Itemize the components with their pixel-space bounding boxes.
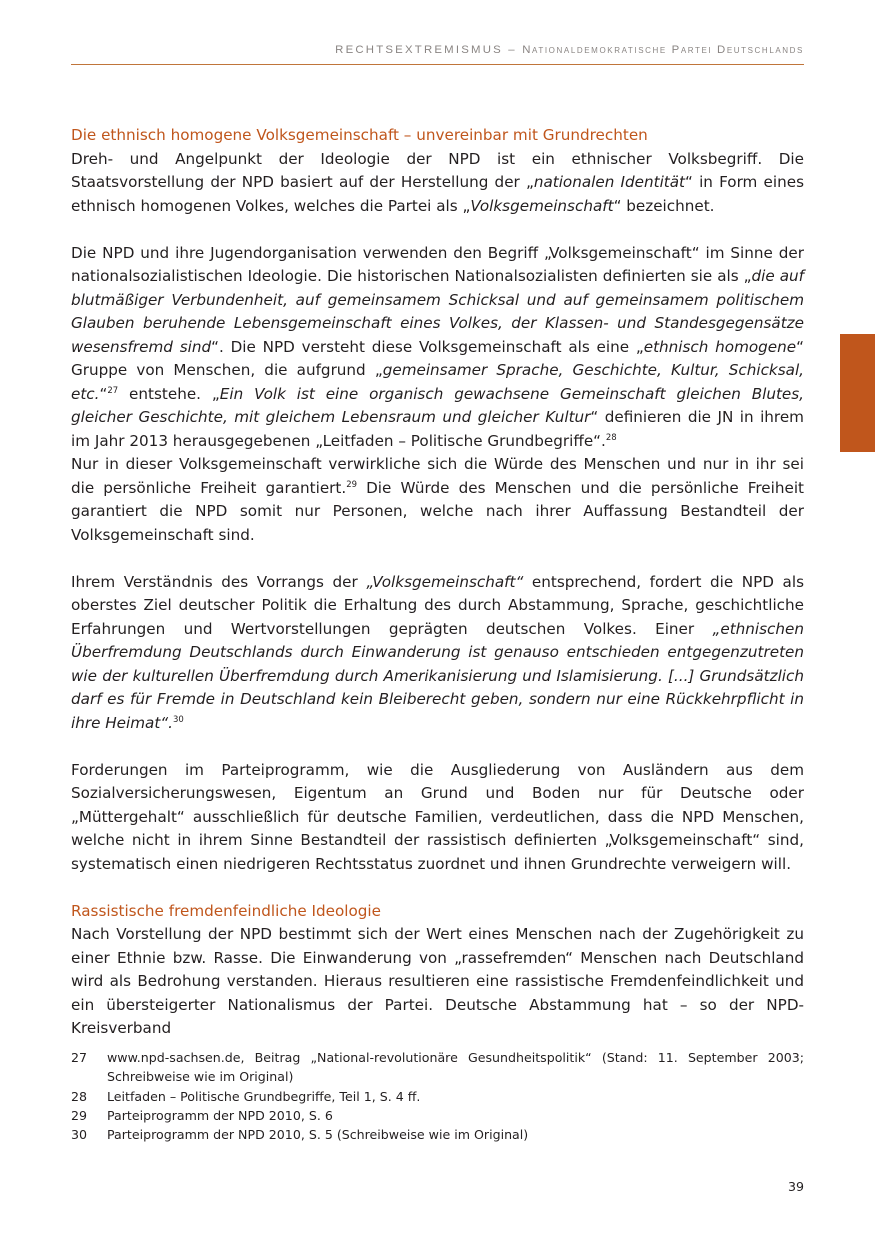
footnote-number: 28 [71,1088,88,1104]
main-content [71,124,804,1041]
footnote-item [71,1048,804,1087]
footnote-number: 29 [71,1107,88,1123]
footnote-text: Parteiprogramm der NPD 2010, S. 5 (Schreibweise wie im Original) [107,1127,529,1143]
footnote-ref-27: 27 [107,385,119,396]
footnote-item [71,1106,804,1125]
footnote-number: 27 [71,1050,88,1065]
header-subtitle: Nationaldemokratische Partei Deutschlands [522,44,804,56]
footnote-ref-30: 30 [173,714,184,725]
paragraph-forderungen: Forderungen im Parteiprogramm, wie die Ausgliederung von Ausländern aus dem Sozialversicherungswesen, Eigentum an Grund und Boden nur für Deutsche oder „Müttergehalt“ ausschließlich für deutsche Familien, verdeutlichen, dass die NPD Menschen, welche nicht in ihrem Sinne Bestandteil der rassistisch definierten „Volksgemeinschaft“ sind, systematisch einen niedrigeren Rechtsstatus zuordnet und ihnen Grundrechte verweigern will. [71,760,804,873]
running-header [71,44,804,56]
chapter-tab-marker [840,334,875,452]
footnotes [71,1048,804,1144]
footnote-ref-29: 29 [346,479,358,490]
footnote-item [71,1125,804,1144]
footnote-text: Parteiprogramm der NPD 2010, S. 6 [107,1107,333,1123]
header-divider [71,64,804,65]
footnote-number: 30 [71,1127,88,1143]
footnote-ref-28: 28 [605,432,617,443]
footnote-text: Leitfaden – Politische Grundbegriffe, Teil 1, S. 4 ff. [107,1088,421,1104]
footnote-text: www.npd-sachsen.de, Beitrag „National-revolutionäre Gesundheitspolitik“ (Stand: 11. September 2003; Schreibweise wie im Original) [107,1050,804,1085]
section-heading-rassismus: Rassistische fremdenfeindliche Ideologie [71,901,381,920]
paragraph-volksbegriff: Dreh- und Angelpunkt der Ideologie der NPD ist ein ethnischer Volksbegriff. Die Staatsvorstellung der NPD basiert auf der Herstellung der „nationalen Identität“ in Form eines ethnisch homogenen Volkes, welches die Partei als „Volksgemeinschaft“ bezeichnet. [71,149,804,215]
paragraph-vorrang: Ihrem Verständnis des Vorrangs der „Volksgemeinschaft“ entsprechend, fordert die NPD als oberstes Ziel deutscher Politik die Erhaltung des durch Abstammung, Sprache, geschichtliche Erfahrungen und Wertvorstellungen geprägten deutschen Volkes. Einer „ethnischen Überfremdung Deutschlands durch Einwanderung ist genauso entschieden entgegenzutreten wie der kulturellen Überfremdung durch Amerikanisierung und Islamisierung. [...] Grundsätzlich darf es für Fremde in Deutschland kein Bleiberecht geben, sondern nur eine Rückkehrpflicht in ihre Heimat“.$^{30}$ [71,572,804,732]
paragraph-rassistische-ideologie: Nach Vorstellung der NPD bestimmt sich der Wert eines Menschen nach der Zugehörigkeit zu einer Ethnie bzw. Rasse. Die Einwanderung von „rassefremden“ Menschen nach Deutschland wird als Bedrohung verstanden. Hieraus resultieren eine rassistische Fremdenfeindlichkeit und ein übersteigerter Nationalismus der Partei. Deutsche Abstammung hat – so der NPD-Kreisverband [71,925,804,1037]
page-number: 39 [787,1179,804,1194]
section-heading-volksgemeinschaft: Die ethnisch homogene Volksgemeinschaft – unvereinbar mit Grundrechten [71,126,648,144]
footnote-item [71,1087,804,1106]
paragraph-wuerde: Nur in dieser Volksgemeinschaft verwirkliche sich die Würde des Menschen und nur in ihr sei die persönliche Freiheit garantiert.$^{29}$ Die Würde des Menschen und die persönliche Freiheit garantiert die NPD somit nur Personen, welche nach ihrer Auffassung Bestandteil der Volksgemeinschaft sind. [71,455,805,544]
header-prefix: RECHTSEXTREMISMUS – [335,44,523,56]
paragraph-ns-ideologie: Die NPD und ihre Jugendorganisation verwenden den Begriff „Volksgemeinschaft“ im Sinne der nationalsozialistischen Ideologie. Die historischen Nationalsozialisten definierten sie als „die auf blutmäßiger Verbundenheit, auf gemeinsamem Schicksal und auf gemeinsamem politischem Glauben beruhende Lebensgemeinschaft eines Volkes, der Klassen- und Standesgegensätze wesensfremd sind“. Die NPD versteht diese Volksgemeinschaft als eine „ethnisch homogene“ Gruppe von Menschen, die aufgrund „gemeinsamer Sprache, Geschichte, Kultur, Schicksal, etc.“$^{27}$ entstehe. „Ein Volk ist eine organisch gewachsene Gemeinschaft gleichen Blutes, gleicher Geschichte, mit gleichem Lebensraum und gleicher Kultur“ definieren die JN in ihrem im Jahr 2013 herausgegebenen „Leitfaden – Politische Grundbegriffe“.$^{28}$ [71,243,805,450]
